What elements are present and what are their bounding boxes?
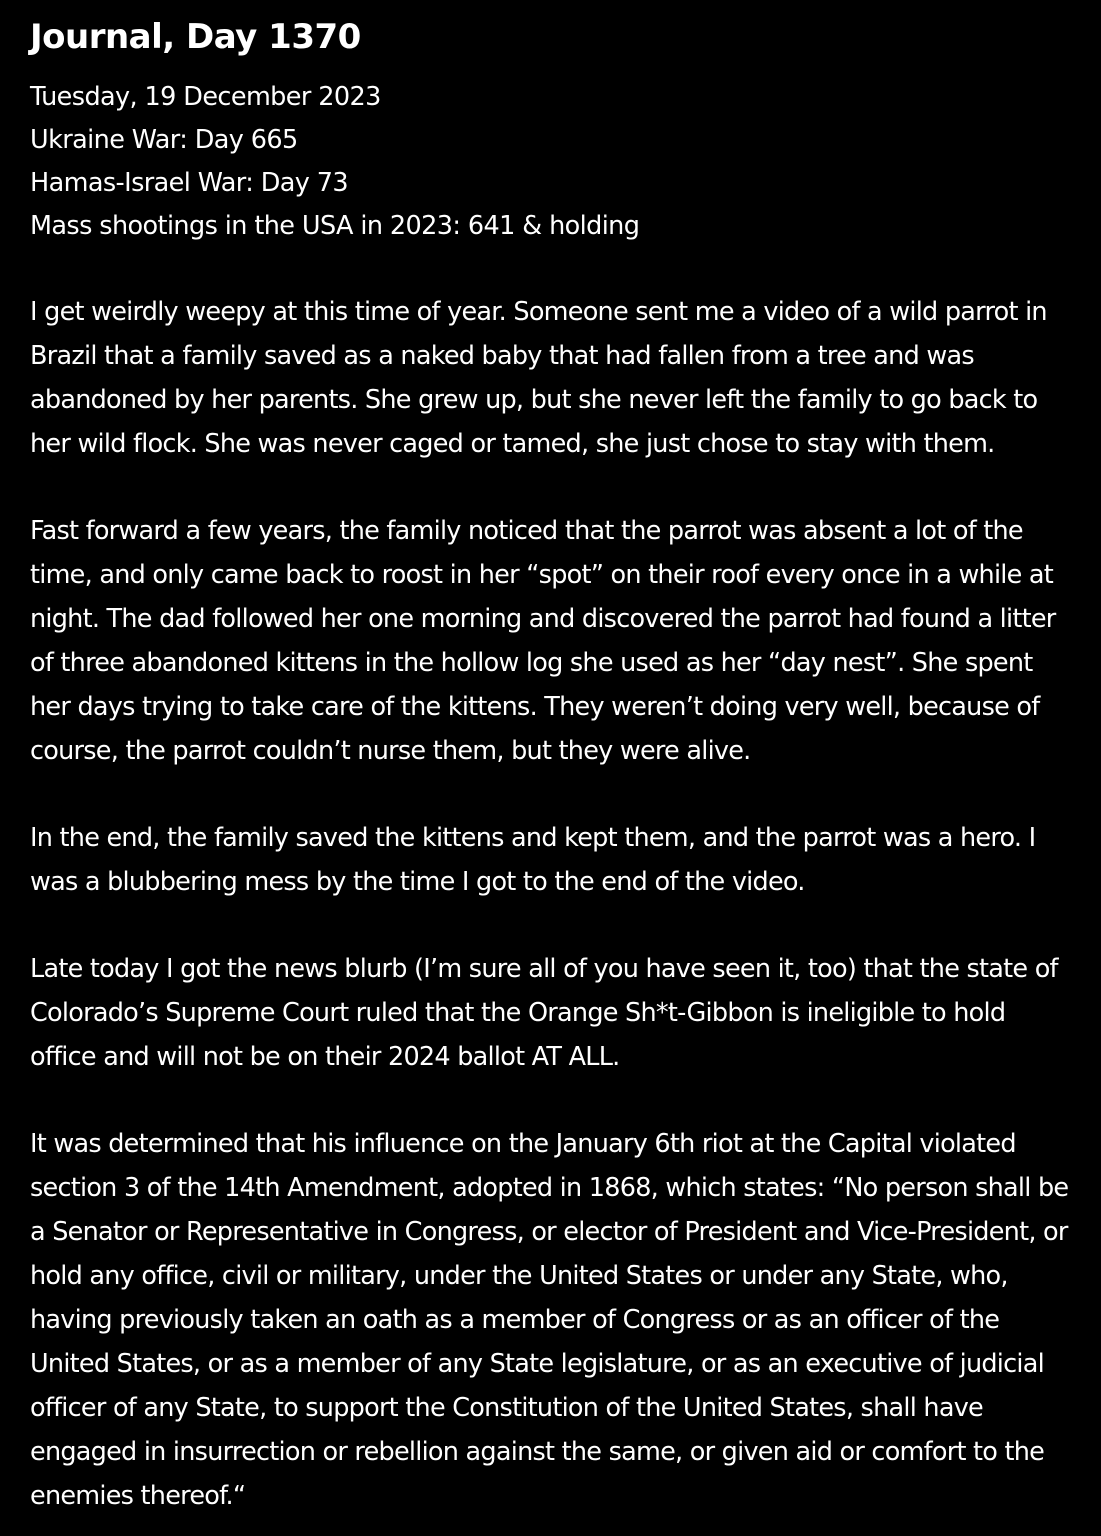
- paragraph-parrot-ending: In the end, the family saved the kittens and kept them, and the parrot was a hero. I was a blubbering mess by the time I got to the end of the video.: [30, 823, 1036, 897]
- paragraph-14th-amendment: It was determined that his influence on the January 6th riot at the Capital violated section 3 of the 14th Amendment, adopted in 1868, which states: “No person shall be a Senator or Representative in Congress, or elector of President and Vice-President, or hold any office, civil or military, under the United States or under any State, who, having previously taken an oath as a member of Congress or as an officer of the United States, or as a member of any State legislature, or as an executive of judicial officer of any State, to support the Constitution of the United States, shall have engaged in insurrection or rebellion against the same, or given aid or comfort to the enemies thereof.“: [30, 1129, 1069, 1511]
- paragraph-parrot-intro: I get weirdly weepy at this time of year. Someone sent me a video of a wild parrot in Brazil that a family saved as a naked baby that had fallen from a tree and was abandoned by her parents. She grew up, but she never left the family to go back to her wild flock. She was never caged or tamed, she just chose to stay with them.: [30, 297, 1047, 459]
- hamas-israel-war-day: Hamas-Israel War: Day 73: [30, 168, 348, 198]
- paragraph-parrot-kittens: Fast forward a few years, the family noticed that the parrot was absent a lot of the time, and only came back to roost in her “spot” on their roof every once in a while at night. The dad followed her one morning and discovered the parrot had found a litter of three abandoned kittens in the hollow log she used as her “day nest”. She spent her days trying to take care of the kittens. They weren’t doing very well, because of course, the parrot couldn’t nurse them, but they were alive.: [30, 516, 1056, 766]
- paragraph-colorado-ruling: Late today I got the news blurb (I’m sure all of you have seen it, too) that the state of Colorado’s Supreme Court ruled that the Orange Sh*t-Gibbon is ineligible to hold office and will not be on their 2024 ballot AT ALL.: [30, 954, 1058, 1072]
- page-title: Journal, Day 1370: [30, 17, 361, 57]
- entry-header-info: [30, 76, 1071, 248]
- mass-shootings-count: Mass shootings in the USA in 2023: 641 & holding: [30, 211, 640, 241]
- entry-body: [30, 290, 1071, 1518]
- ukraine-war-day: Ukraine War: Day 665: [30, 125, 298, 155]
- entry-date: Tuesday, 19 December 2023: [30, 82, 381, 112]
